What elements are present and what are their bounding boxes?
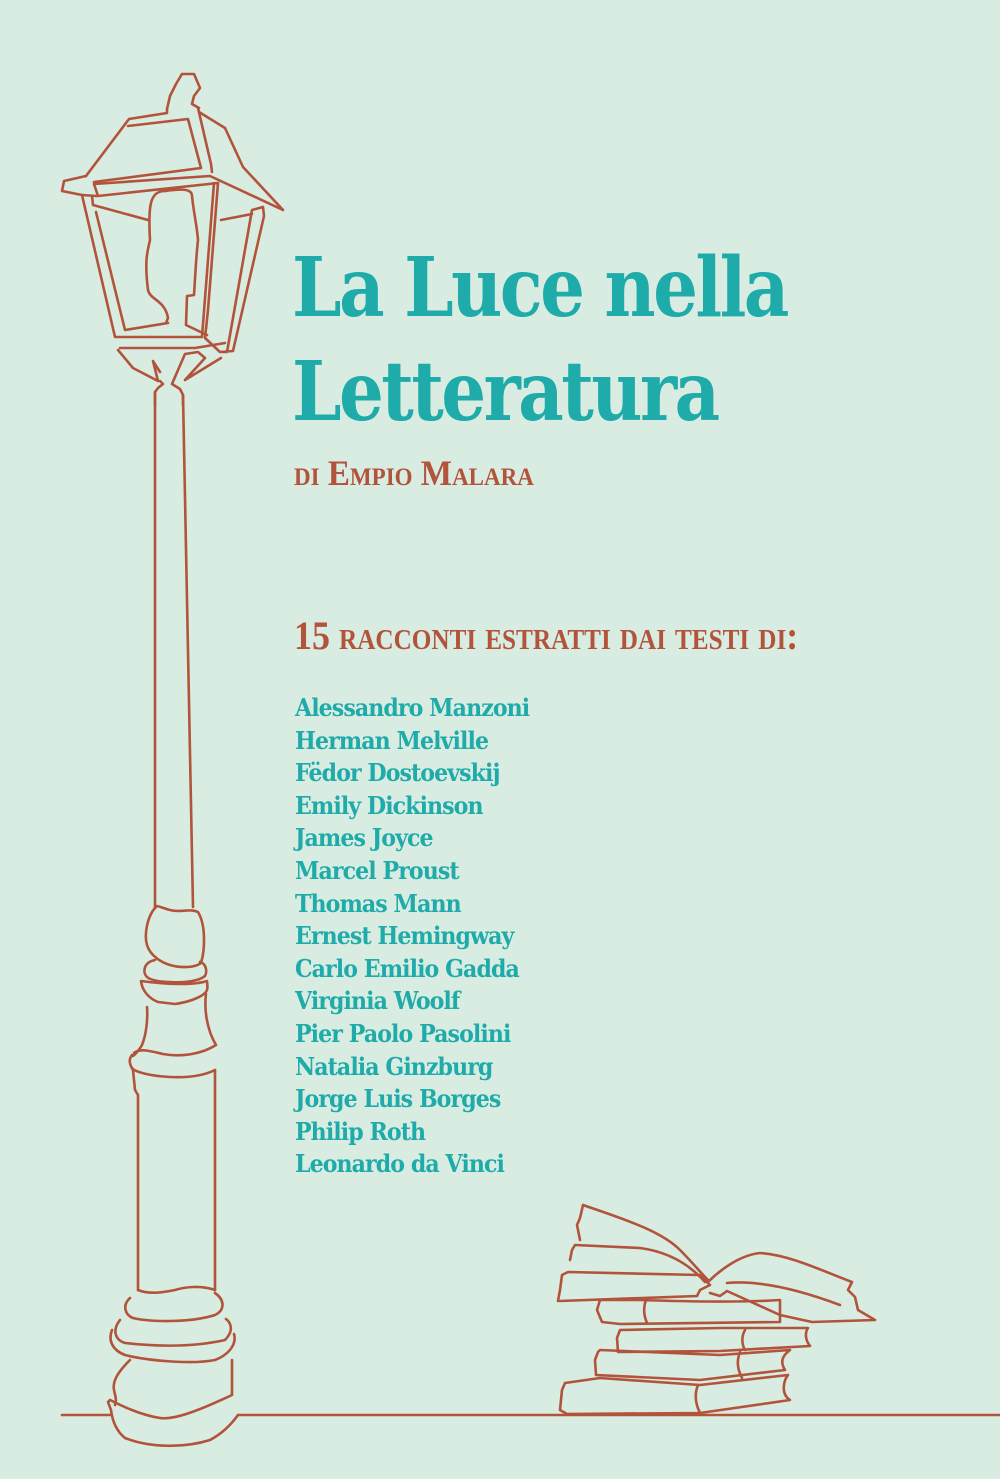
- list-item: Fëdor Dostoevskij: [295, 758, 500, 788]
- book-title: [292, 236, 787, 444]
- lamp-post-shaft: [108, 392, 238, 1446]
- books-stack-icon: [558, 1205, 875, 1414]
- list-item: Marcel Proust: [295, 855, 459, 885]
- list-item: Carlo Emilio Gadda: [295, 953, 519, 983]
- featured-authors-list: [295, 692, 529, 1181]
- book-title-line-2: Letteratura: [292, 344, 718, 440]
- list-item: Emily Dickinson: [295, 790, 483, 820]
- list-item: Pier Paolo Pasolini: [295, 1018, 511, 1048]
- list-item: Natalia Ginzburg: [295, 1051, 493, 1081]
- list-item: Philip Roth: [295, 1116, 426, 1146]
- list-item: Herman Melville: [295, 725, 489, 755]
- book-subtitle: 15 racconti estratti dai testi di:: [294, 613, 799, 658]
- street-lamp-icon: [62, 74, 283, 405]
- list-item: Virginia Woolf: [295, 986, 460, 1016]
- book-title-line-1: La Luce nella: [292, 240, 787, 336]
- list-item: Leonardo da Vinci: [295, 1149, 504, 1179]
- list-item: Ernest Hemingway: [295, 921, 514, 951]
- book-author: di Empio Malara: [294, 453, 534, 493]
- list-item: Jorge Luis Borges: [295, 1084, 501, 1114]
- list-item: Thomas Mann: [295, 888, 461, 918]
- list-item: James Joyce: [295, 823, 433, 853]
- list-item: Alessandro Manzoni: [295, 693, 530, 722]
